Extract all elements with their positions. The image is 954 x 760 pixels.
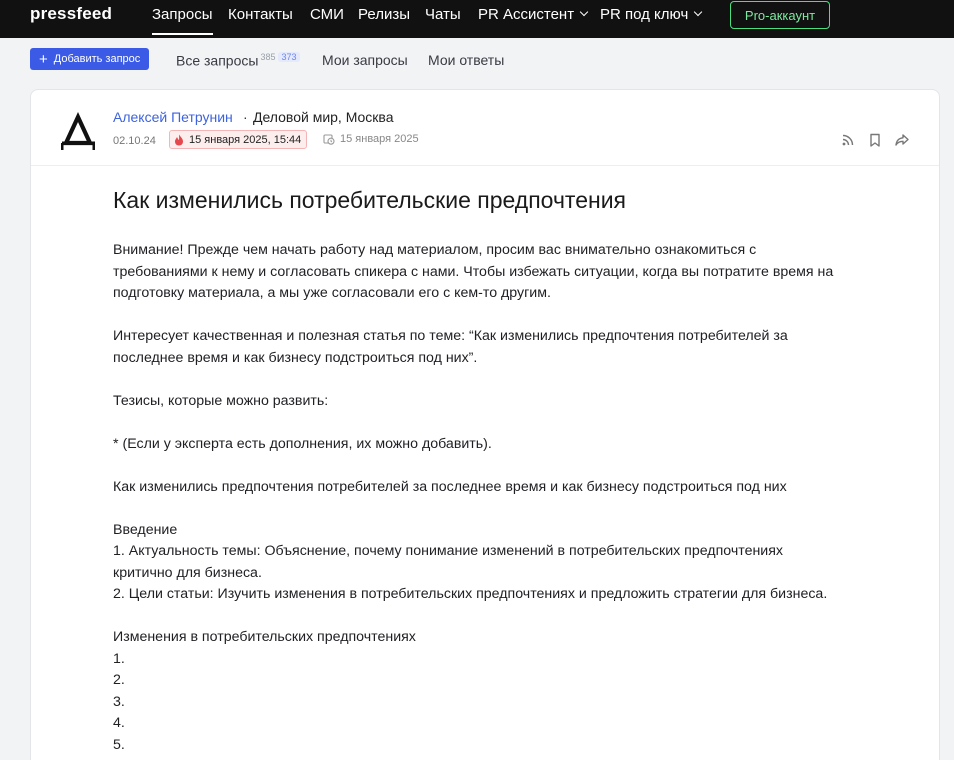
publication-logo[interactable] xyxy=(61,110,95,150)
request-date: 02.10.24 xyxy=(113,135,156,147)
body-line: Изменения в потребительских предпочтениях xyxy=(113,629,416,645)
body-line: Введение xyxy=(113,521,178,538)
plus-icon: + xyxy=(39,50,48,68)
body-line: Тезисы, которые можно развить: xyxy=(113,392,329,409)
tab-all-requests-label: Все запросы xyxy=(176,52,259,69)
body-line: 3. xyxy=(113,693,125,710)
nav-chats[interactable]: Чаты xyxy=(425,6,461,23)
rss-icon[interactable] xyxy=(840,132,856,148)
nav-releases[interactable]: Релизы xyxy=(358,6,410,23)
brand-logo[interactable]: pressfeed xyxy=(30,4,113,23)
body-blank-line xyxy=(113,498,873,520)
body-line: Внимание! Прежде чем начать работу над материалом, просим вас внимательно ознакомиться с xyxy=(113,242,757,258)
body-line: * (Если у эксперта есть дополнения, их можно добавить). xyxy=(113,435,492,452)
nav-pr-turnkey-label: PR под ключ xyxy=(600,6,689,23)
add-request-label: Добавить запрос xyxy=(53,53,141,65)
author-name-link[interactable]: Алексей Петрунин xyxy=(113,109,233,125)
tab-my-answers[interactable]: Мои ответы xyxy=(428,52,505,68)
card-divider xyxy=(31,165,939,166)
tab-my-requests[interactable]: Мои запросы xyxy=(322,52,408,68)
body-line: 5. xyxy=(113,736,125,753)
body-line: 2. Цели статьи: Изучить изменения в потребительских предпочтениях и предложить стратегии для бизнеса. xyxy=(113,586,828,602)
outlet-name: Деловой мир, Москва xyxy=(253,109,394,125)
body-blank-line xyxy=(113,606,873,628)
chevron-down-icon xyxy=(580,8,588,16)
top-navigation-bar xyxy=(0,0,954,38)
body-blank-line xyxy=(113,455,873,477)
body-line: 1. xyxy=(113,650,125,667)
body-line: 2. xyxy=(113,672,125,688)
nav-media[interactable]: СМИ xyxy=(310,6,344,23)
body-blank-line xyxy=(113,305,873,327)
body-line: 1. Актуальность темы: Объяснение, почему понимание изменений в потребительских предпочтениях xyxy=(113,543,783,559)
new-requests-badge: 373 xyxy=(278,52,299,62)
deadline-badge xyxy=(169,130,307,149)
body-line: подготовку материала, а мы уже согласовали его с кем-то другим. xyxy=(113,285,551,301)
body-line: последнее время и как бизнесу подстроиться под них”. xyxy=(113,349,478,366)
body-blank-line xyxy=(113,412,873,434)
body-line: 4. xyxy=(113,715,125,731)
nav-pr-assistant[interactable] xyxy=(478,6,587,23)
body-line: Интересует качественная и полезная статья по теме: “Как изменились предпочтения потребителей за xyxy=(113,328,788,344)
all-requests-count: 385 xyxy=(260,52,276,62)
publication-date xyxy=(323,133,419,145)
body-blank-line xyxy=(113,369,873,391)
bookmark-icon[interactable] xyxy=(867,132,883,148)
tab-all-requests[interactable] xyxy=(176,52,300,69)
request-card xyxy=(30,89,940,760)
flame-icon xyxy=(174,134,184,146)
nav-pr-assistant-label: PR Ассистент xyxy=(478,6,575,23)
nav-pr-turnkey[interactable] xyxy=(600,6,701,23)
request-body xyxy=(113,240,873,756)
nav-contacts[interactable]: Контакты xyxy=(228,6,293,23)
publication-date-text: 15 января 2025 xyxy=(340,133,419,145)
share-icon[interactable] xyxy=(894,132,910,148)
deadline-text: 15 января 2025, 15:44 xyxy=(189,133,302,146)
separator-dot: · xyxy=(243,109,248,125)
request-title: Как изменились потребительские предпочтения xyxy=(113,187,626,213)
nav-requests[interactable]: Запросы xyxy=(152,6,213,23)
body-line: критично для бизнеса. xyxy=(113,564,262,581)
body-line: требованиями к нему и согласовать спикера с нами. Чтобы избежать ситуации, когда вы потратите время на xyxy=(113,263,834,280)
chevron-down-icon xyxy=(694,8,702,16)
pro-account-button[interactable]: Pro-аккаунт xyxy=(730,1,830,29)
add-request-button[interactable] xyxy=(30,48,149,70)
body-line: Как изменились предпочтения потребителей за последнее время и как бизнесу подстроиться под них xyxy=(113,478,787,495)
clock-calendar-icon xyxy=(323,133,335,145)
